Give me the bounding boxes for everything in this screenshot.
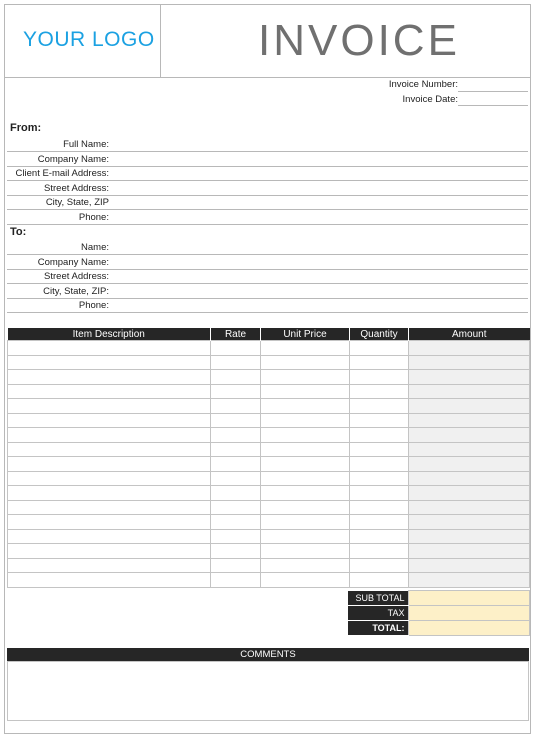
table-cell[interactable] [8, 486, 211, 501]
from-field-label: Full Name: [63, 139, 109, 150]
table-cell[interactable] [350, 341, 409, 356]
table-cell[interactable] [409, 384, 530, 399]
to-field-input[interactable] [7, 298, 528, 299]
table-cell[interactable] [211, 515, 261, 530]
table-cell[interactable] [8, 529, 211, 544]
table-cell[interactable] [261, 355, 350, 370]
subtotal-row [348, 591, 529, 606]
to-field-label: Name: [81, 242, 109, 253]
table-cell[interactable] [211, 500, 261, 515]
table-row [8, 442, 530, 457]
table-cell[interactable] [409, 529, 530, 544]
to-field-input[interactable] [7, 312, 528, 313]
table-cell[interactable] [8, 341, 211, 356]
from-field-input[interactable] [7, 224, 528, 225]
table-cell[interactable] [261, 486, 350, 501]
table-cell[interactable] [350, 573, 409, 588]
to-field-label: Company Name: [37, 256, 109, 268]
table-cell[interactable] [409, 442, 530, 457]
table-cell[interactable] [8, 355, 211, 370]
table-row [8, 515, 530, 530]
table-cell[interactable] [409, 399, 530, 414]
from-field-label: Company Name: [37, 153, 109, 165]
table-cell[interactable] [211, 370, 261, 385]
from-field-input[interactable] [7, 151, 528, 152]
table-cell[interactable] [261, 457, 350, 472]
subtotal-value[interactable] [408, 591, 529, 606]
table-cell[interactable] [350, 442, 409, 457]
table-row [8, 486, 530, 501]
items-header-cell: Amount [409, 328, 530, 341]
table-cell[interactable] [211, 529, 261, 544]
invoice-title: INVOICE [258, 16, 460, 65]
table-cell[interactable] [409, 486, 530, 501]
table-cell[interactable] [409, 515, 530, 530]
to-field-input[interactable] [7, 254, 528, 255]
table-row [8, 355, 530, 370]
items-body [8, 341, 530, 588]
invoice-date-label: Invoice Date: [402, 94, 458, 105]
invoice-page [4, 4, 531, 734]
table-cell[interactable] [8, 573, 211, 588]
items-header-cell: Quantity [350, 328, 409, 341]
to-heading: To: [10, 226, 27, 238]
tax-value[interactable] [408, 606, 529, 621]
logo-text: YOUR LOGO [23, 28, 155, 51]
table-row [8, 413, 530, 428]
table-cell[interactable] [409, 573, 530, 588]
table-cell[interactable] [261, 500, 350, 515]
table-cell[interactable] [261, 471, 350, 486]
table-cell[interactable] [350, 370, 409, 385]
from-field-label: City, State, ZIP [45, 197, 109, 209]
table-cell[interactable] [409, 370, 530, 385]
table-cell[interactable] [211, 471, 261, 486]
table-cell[interactable] [350, 428, 409, 443]
table-cell[interactable] [8, 544, 211, 559]
subtotal-label: SUB TOTAL [348, 591, 408, 606]
to-field-input[interactable] [7, 283, 528, 284]
from-heading: From: [10, 122, 42, 134]
table-row [8, 370, 530, 385]
items-header-cell: Unit Price [261, 328, 350, 341]
table-cell[interactable] [8, 428, 211, 443]
table-cell[interactable] [350, 544, 409, 559]
items-header-row [8, 328, 530, 341]
comments-header: COMMENTS [7, 648, 529, 661]
table-cell[interactable] [350, 500, 409, 515]
table-row [8, 500, 530, 515]
from-field-input[interactable] [7, 180, 528, 181]
table-cell[interactable] [211, 355, 261, 370]
from-field-input[interactable] [7, 209, 528, 210]
invoice-number-field[interactable] [458, 91, 528, 92]
table-row [8, 399, 530, 414]
table-cell[interactable] [211, 399, 261, 414]
table-cell[interactable] [261, 515, 350, 530]
table-cell[interactable] [8, 399, 211, 414]
table-cell[interactable] [261, 399, 350, 414]
from-field-label: Phone: [78, 212, 109, 223]
table-cell[interactable] [261, 442, 350, 457]
from-field-label: Client E-mail Address: [15, 168, 109, 180]
table-cell[interactable] [211, 558, 261, 573]
tax-row [348, 606, 529, 621]
items-header-cell: Item Description [8, 328, 211, 341]
table-row [8, 428, 530, 443]
table-cell[interactable] [409, 471, 530, 486]
table-cell[interactable] [8, 515, 211, 530]
table-cell[interactable] [261, 341, 350, 356]
table-cell[interactable] [211, 486, 261, 501]
table-cell[interactable] [211, 442, 261, 457]
table-row [8, 341, 530, 356]
table-cell[interactable] [350, 558, 409, 573]
total-label: TOTAL: [348, 621, 408, 636]
table-cell[interactable] [409, 500, 530, 515]
table-cell[interactable] [350, 384, 409, 399]
table-cell[interactable] [211, 341, 261, 356]
table-cell[interactable] [350, 457, 409, 472]
table-cell[interactable] [8, 442, 211, 457]
table-row [8, 573, 530, 588]
invoice-header [5, 5, 530, 78]
table-cell[interactable] [261, 413, 350, 428]
table-cell[interactable] [409, 413, 530, 428]
to-field-label: Phone: [78, 300, 109, 312]
table-cell[interactable] [8, 370, 211, 385]
table-cell[interactable] [261, 428, 350, 443]
table-cell[interactable] [8, 558, 211, 573]
to-field-label: Street Address: [44, 271, 109, 283]
table-cell[interactable] [350, 355, 409, 370]
table-cell[interactable] [211, 573, 261, 588]
table-cell[interactable] [350, 515, 409, 530]
table-row [8, 384, 530, 399]
from-field-input[interactable] [7, 166, 528, 167]
comments-box[interactable] [7, 661, 529, 721]
table-cell[interactable] [8, 471, 211, 486]
total-row [348, 621, 529, 636]
items-header-cell: Rate [211, 328, 261, 341]
table-row [8, 457, 530, 472]
logo-box [5, 5, 161, 77]
table-cell[interactable] [8, 500, 211, 515]
table-cell[interactable] [350, 471, 409, 486]
table-cell[interactable] [409, 341, 530, 356]
table-row [8, 471, 530, 486]
table-row [8, 544, 530, 559]
to-field-input[interactable] [7, 269, 528, 270]
table-cell[interactable] [409, 428, 530, 443]
table-cell[interactable] [211, 384, 261, 399]
tax-label: TAX [348, 606, 408, 621]
invoice-number-label: Invoice Number: [388, 79, 458, 90]
table-cell[interactable] [350, 399, 409, 414]
totals-table [348, 590, 530, 636]
total-value[interactable] [408, 621, 529, 636]
table-cell[interactable] [211, 413, 261, 428]
table-cell[interactable] [261, 544, 350, 559]
table-row [8, 558, 530, 573]
table-cell[interactable] [8, 457, 211, 472]
table-cell[interactable] [8, 413, 211, 428]
table-cell[interactable] [261, 558, 350, 573]
table-cell[interactable] [350, 486, 409, 501]
table-cell[interactable] [261, 384, 350, 399]
table-cell[interactable] [350, 413, 409, 428]
items-table [7, 328, 530, 588]
to-field-label: City, State, ZIP: [43, 285, 109, 297]
table-cell[interactable] [261, 370, 350, 385]
from-field-label: Street Address: [44, 182, 109, 194]
table-row [8, 529, 530, 544]
table-cell[interactable] [261, 573, 350, 588]
table-cell[interactable] [409, 558, 530, 573]
table-cell[interactable] [409, 355, 530, 370]
from-field-input[interactable] [7, 195, 528, 196]
table-cell[interactable] [211, 457, 261, 472]
table-cell[interactable] [409, 457, 530, 472]
table-cell[interactable] [211, 428, 261, 443]
table-cell[interactable] [261, 529, 350, 544]
table-cell[interactable] [350, 529, 409, 544]
table-cell[interactable] [409, 544, 530, 559]
table-cell[interactable] [211, 544, 261, 559]
invoice-date-field[interactable] [458, 105, 528, 106]
table-cell[interactable] [8, 384, 211, 399]
